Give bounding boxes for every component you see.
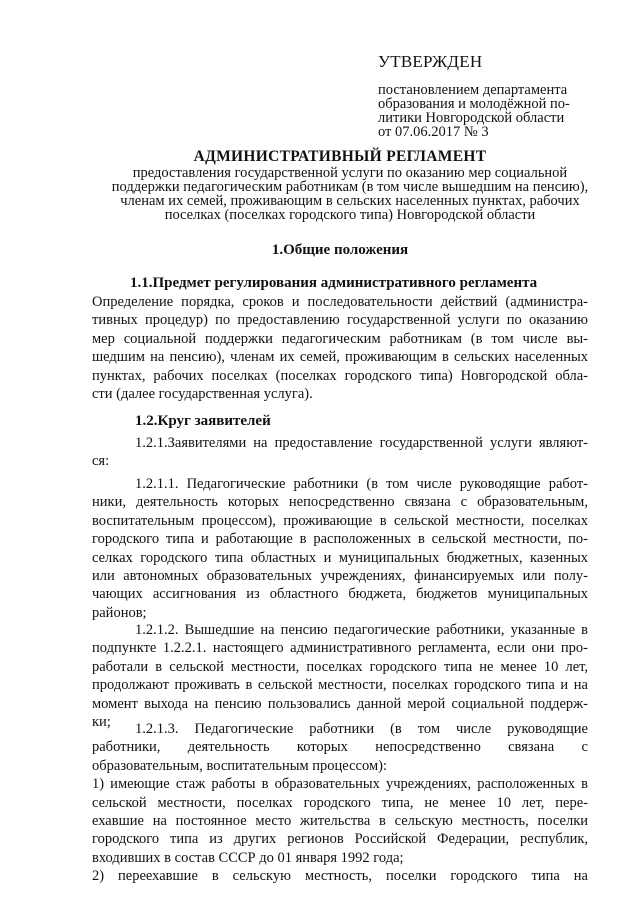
text-line: продолжают проживать в сельской местности, поселках городского типа и на (92, 677, 588, 694)
text-line: селках городского типа областных и муниципальных бюджетных, казенных (92, 549, 588, 566)
text-line: воспитательным процессом), проживающие в сельской местности, поселках (92, 512, 588, 529)
text-line: городского типа из других регионов Российской Федерации, республик, (92, 831, 588, 848)
section-1-2-heading: 1.2.Круг заявителей (135, 413, 271, 429)
approval-title: УТВЕРЖДЕН (378, 52, 483, 71)
text-line: 1.2.1.3. Педагогические работники (в том числе руководящие (135, 721, 588, 737)
text-line: пунктах, рабочих поселках (поселках городского типа) Новгородской обла- (92, 367, 588, 384)
text-line: городского типа и работающие в расположенных в сельской местности, по- (92, 531, 588, 548)
text-line: тивных процедур) по предоставлению государственной услуги по оказанию (92, 312, 588, 329)
text-line: 2) переехавшие в сельскую местность, поселки городского типа на (92, 868, 588, 885)
text-line: работали в сельской местности, поселках городского типа не менее 10 лет, (92, 658, 588, 675)
text-line: ехавшие на постоянное место жительства в сельскую местность, поселки (92, 812, 588, 829)
paragraph-1-2-1 (92, 434, 588, 471)
subtitle-line: членам их семей, проживающим в сельских населенных пунктах, рабочих (120, 193, 580, 209)
text-line: подпункте 1.2.2.1. настоящего административного регламента, если они про- (92, 640, 588, 657)
approval-date: от 07.06.2017 № 3 (378, 124, 489, 140)
text-line: момент выхода на пенсию пользовались данной мерой социальной поддерж- (92, 695, 588, 712)
section-1-heading: 1.Общие положения (271, 242, 409, 258)
text-line: или автономных образовательных учреждениях, финансируемых или полу- (92, 567, 588, 584)
approval-text (378, 83, 598, 139)
text-line: Определение порядка, сроков и последовательности действий (администра- (92, 294, 588, 310)
text-line: мер социальной поддержки педагогическим работникам (в том числе вы- (92, 330, 588, 347)
text-line: 1.2.1.1. Педагогические работники (в том числе руководящие работ- (135, 476, 588, 492)
subtitle-line: предоставления государственной услуги по оказанию мер социальной (132, 165, 568, 181)
paragraph-1-2-1-1 (92, 475, 588, 622)
text-line: сельской местности, поселках городского типа, не менее 10 лет, пере- (92, 794, 588, 811)
text-line: районов; (92, 604, 147, 621)
text-line: ники, деятельность которых непосредственно связана с образовательным, (92, 494, 588, 511)
text-line: шедшим на пенсию), членам их семей, проживающим в сельских населенных (92, 349, 588, 366)
approval-line: литики Новгородской области (378, 110, 565, 126)
text-line: ки; (92, 713, 111, 730)
text-line: сти (далее государственная услуга). (92, 385, 313, 402)
text-line: 1.2.1.Заявителями на предоставление государственной услуги являют- (135, 435, 588, 451)
approval-line: постановлением департамента (378, 82, 568, 98)
text-line: входивших в состав СССР до 01 января 1992 года; (92, 849, 404, 866)
approval-line: образования и молодёжной по- (378, 96, 570, 112)
document-title: АДМИНИСТРАТИВНЫЙ РЕГЛАМЕНТ (193, 148, 487, 165)
text-line: образовательным, воспитательным процессом): (92, 757, 387, 774)
section-1-1-text (92, 293, 588, 403)
text-line: 1) имеющие стаж работы в образовательных учреждениях, расположенных в (92, 776, 588, 793)
text-line: работники, деятельность которых непосредственно связана с (92, 739, 588, 756)
subtitle-line: поддержки педагогическим работникам (в том числе вышедшим на пенсию), (111, 179, 589, 195)
paragraph-1-2-1-2 (92, 621, 588, 731)
paragraph-1-2-1-3 (92, 720, 588, 886)
subtitle-line: поселках (поселках городского типа) Новгородской области (164, 207, 536, 223)
text-line: ся: (92, 453, 110, 470)
document-subtitle (80, 166, 620, 222)
text-line: 1.2.1.2. Вышедшие на пенсию педагогические работники, указанные в (135, 622, 588, 638)
approval-stamp (378, 52, 598, 139)
text-line: чающих ассигнования из областного бюджета, бюджетов муниципальных (92, 586, 588, 603)
section-1-1-heading: 1.1.Предмет регулирования административного регламента (130, 275, 538, 291)
